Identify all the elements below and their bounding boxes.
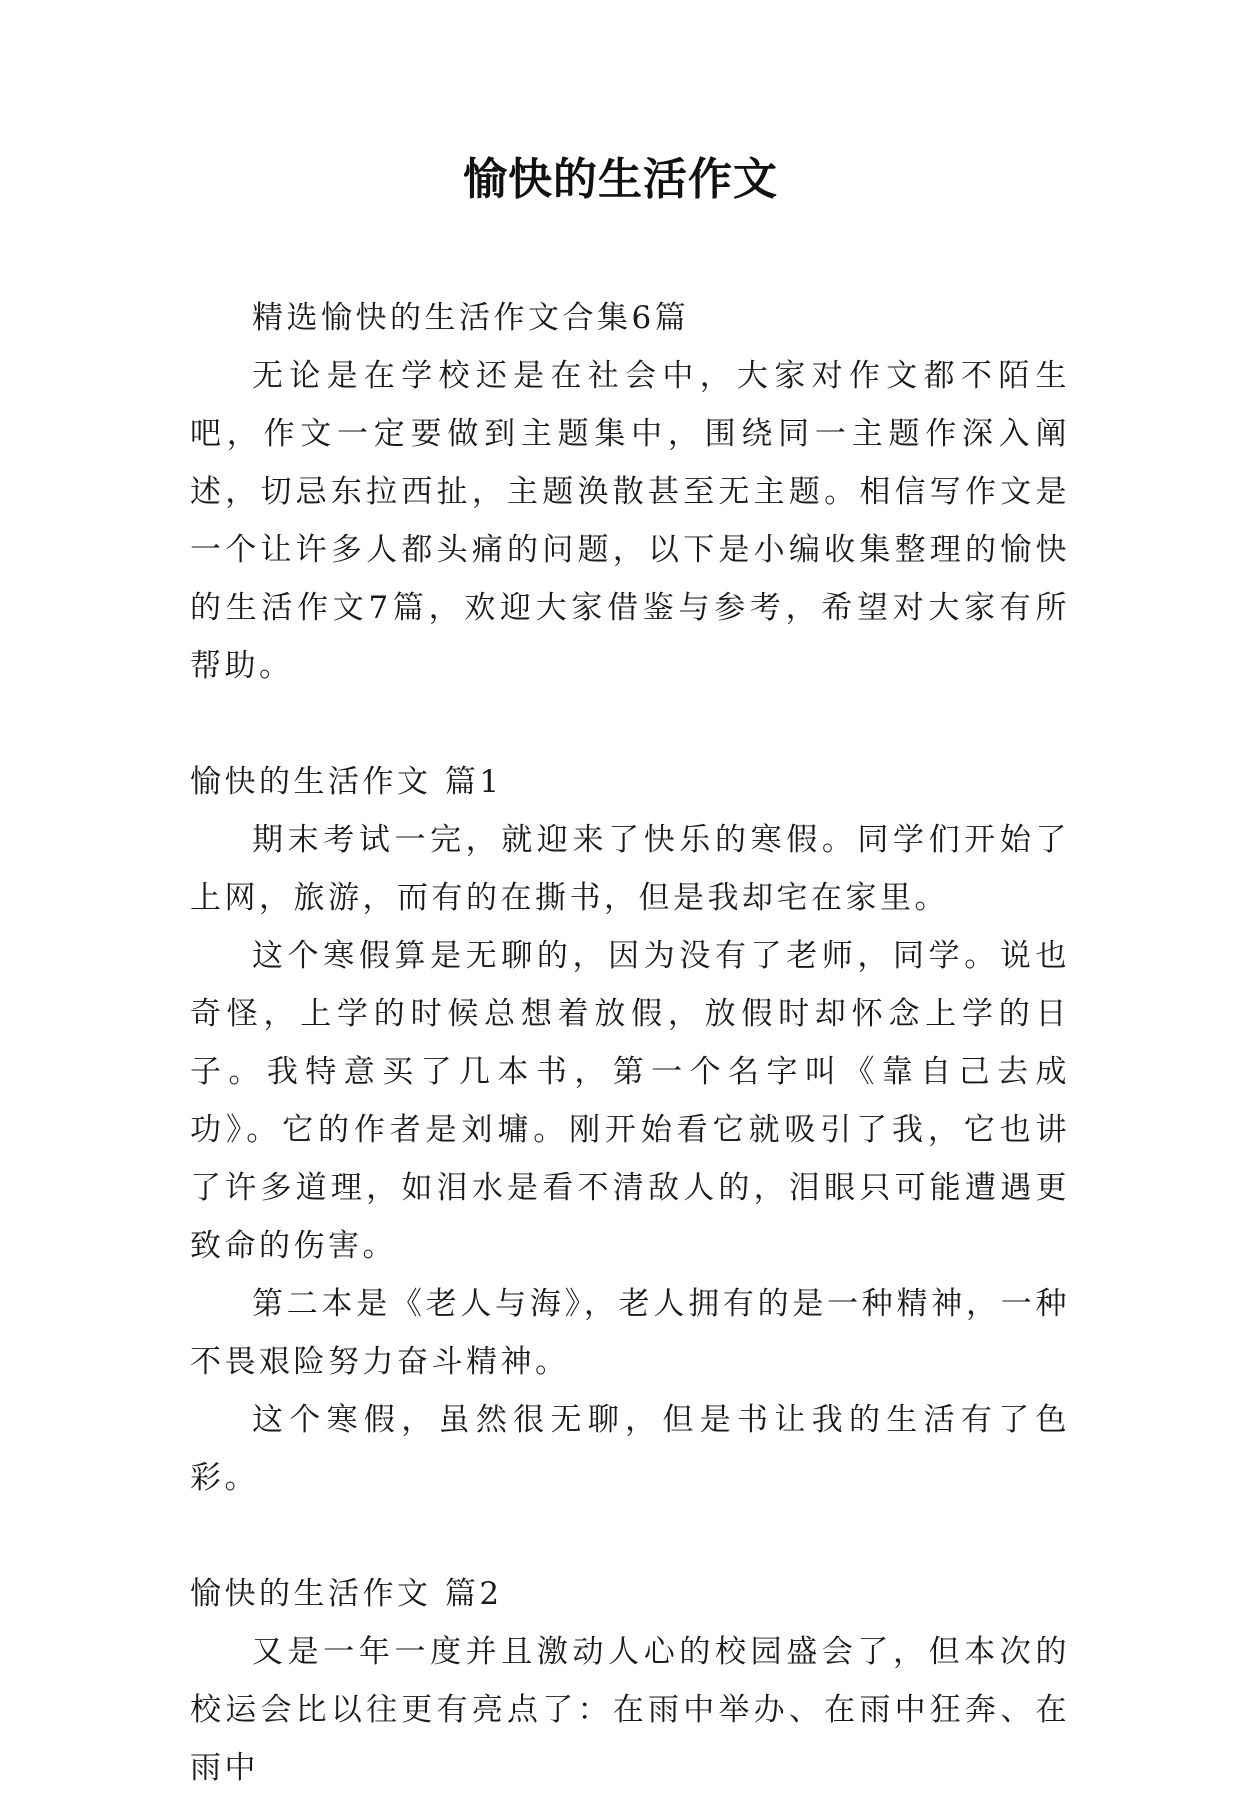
section-heading: 愉快的生活作文 篇2 xyxy=(190,1576,503,1612)
section-gap xyxy=(190,1507,1070,1565)
section-paragraph: 这个寒假，虽然很无聊，但是书让我的生活有了色彩。 xyxy=(190,1402,1070,1496)
section-paragraph: 又是一年一度并且激动人心的校园盛会了，但本次的校运会比以往更有亮点了：在雨中举办、在雨中狂奔、在雨中 xyxy=(190,1634,1070,1786)
intro-lead: 精选愉快的生活作文合集6篇 xyxy=(252,300,690,336)
intro-paragraph: 无论是在学校还是在社会中，大家对作文都不陌生吧，作文一定要做到主题集中，围绕同一主题作深入阐述，切忌东拉西扯，主题涣散甚至无主题。相信写作文是一个让许多人都头痛的问题，以下是小编收集整理的愉快的生活作文7篇，欢迎大家借鉴与参考，希望对大家有所帮助。 xyxy=(190,358,1070,684)
section-heading: 愉快的生活作文 篇1 xyxy=(190,764,503,800)
document-title: 愉快的生活作文 xyxy=(463,154,778,205)
document-body xyxy=(190,289,1070,1797)
section-paragraph: 第二本是《老人与海》，老人拥有的是一种精神，一种不畏艰险努力奋斗精神。 xyxy=(190,1286,1070,1380)
section-paragraph: 期末考试一完，就迎来了快乐的寒假。同学们开始了上网，旅游，而有的在撕书，但是我却宅在家里。 xyxy=(190,822,1070,916)
section-gap xyxy=(190,695,1070,753)
section-paragraph: 这个寒假算是无聊的，因为没有了老师，同学。说也奇怪，上学的时候总想着放假，放假时却怀念上学的日子。我特意买了几本书，第一个名字叫《靠自己去成功》。它的作者是刘墉。刚开始看它就吸引了我，它也讲了许多道理，如泪水是看不清敌人的，泪眼只可能遭遇更致命的伤害。 xyxy=(190,938,1070,1264)
